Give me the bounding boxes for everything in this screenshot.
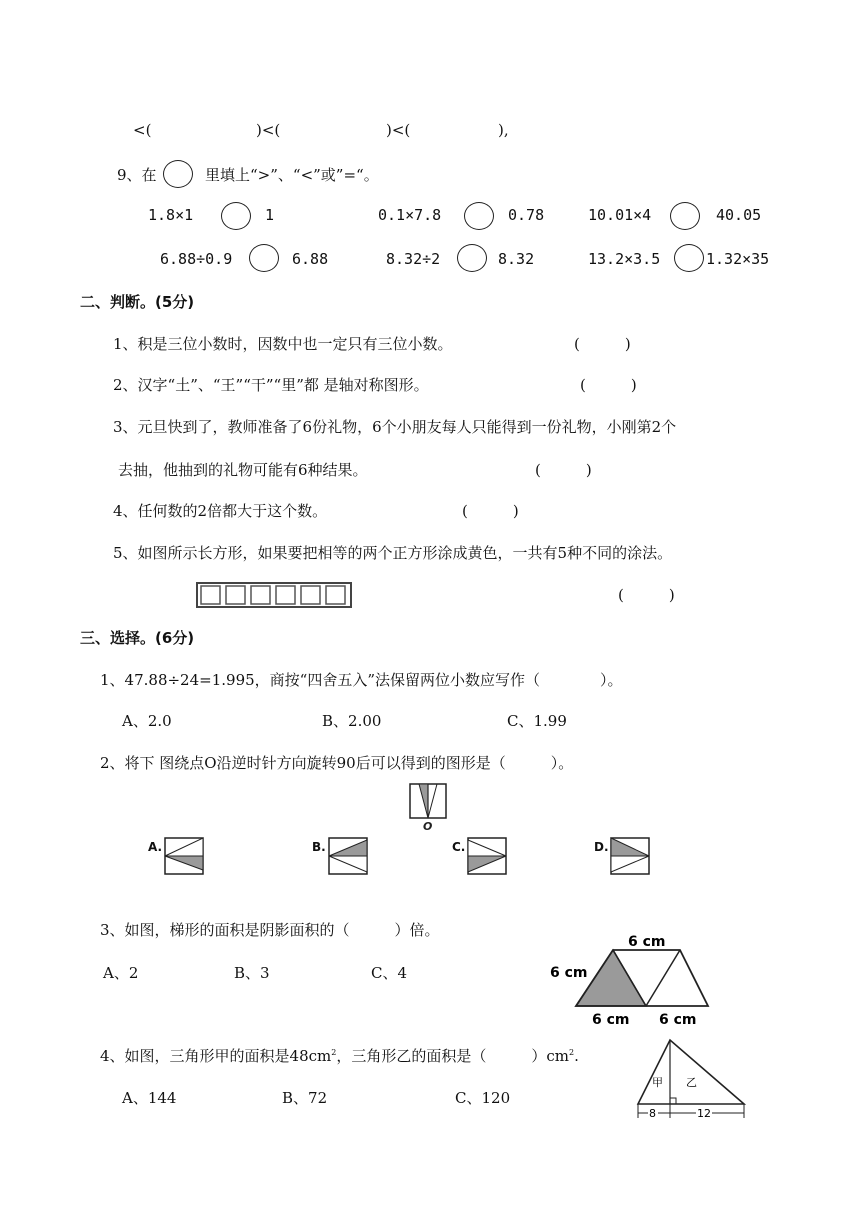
choice-q4-option-c[interactable]: C、120 [455,1089,511,1107]
choice-q4-option-b[interactable]: B、72 [282,1089,328,1107]
choice-q3-option-b[interactable]: B、3 [234,964,270,982]
choice-q4-option-a[interactable]: A、144 [122,1089,177,1107]
rotation-option-c-figure[interactable] [466,836,510,878]
choice-q2-text: 2、将下 图绕点O沿逆时针方向旋转90后可以得到的图形是（ ）。 [100,754,574,772]
trapezoid-bottom-left-label: 6 cm [592,1012,630,1028]
judge-paren-2[interactable]: ( ) [580,376,637,394]
q9-item-3-left: 10.01×4 [588,206,652,224]
choice-q1-option-a[interactable]: A、2.0 [122,712,172,730]
rotation-option-a-label[interactable]: A. [148,840,163,854]
judge-item-1: 1、积是三位小数时，因数中也一定只有三位小数。 [113,335,453,353]
q8-blank-2-open: )<( [256,121,281,139]
rotation-option-b-label[interactable]: B. [312,840,326,854]
section-2-heading: 二、判断。(5分) [80,293,195,311]
judge-paren-5[interactable]: ( ) [618,586,675,604]
choice-q3-option-c[interactable]: C、4 [371,964,408,982]
q8-blank-1-open: <( [133,121,152,139]
rotation-option-b-figure[interactable] [327,836,371,878]
compare-circle-4[interactable] [249,244,279,272]
q9-item-6-right: 1.32×35 [706,250,770,268]
q9-item-1-left: 1.8×1 [148,206,194,224]
judge-item-3-cont: 去抽，他抽到的礼物可能有6种结果。 [118,461,368,479]
q9-item-2-right: 0.78 [508,206,545,224]
q9-item-4-right: 6.88 [292,250,329,268]
choice-q3-option-a[interactable]: A、2 [103,964,139,982]
q8-blank-3-open: )<( [386,121,411,139]
rotation-option-d-label[interactable]: D. [594,840,609,854]
triangle-figure [630,1036,750,1122]
q9-item-4-left: 6.88÷0.9 [160,250,233,268]
trapezoid-top-label: 6 cm [628,934,666,950]
compare-circle-3[interactable] [670,202,700,230]
trapezoid-figure [548,932,718,1028]
choice-q1-option-c[interactable]: C、1.99 [507,712,567,730]
q9-item-5-left: 8.32÷2 [386,250,441,268]
rotation-option-d-figure[interactable] [609,836,653,878]
q9-item-2-left: 0.1×7.8 [378,206,442,224]
judge-item-4: 4、任何数的2倍都大于这个数。 [113,502,328,520]
point-o-label: O [423,820,433,832]
q9-title-b: 里填上“>”、“<”或”=“。 [205,166,379,184]
rotation-option-c-label[interactable]: C. [452,840,466,854]
compare-circle[interactable] [163,160,193,188]
q8-blank-close: ), [498,121,509,139]
choice-q3-text: 3、如图，梯形的面积是阴影面积的（ ）倍。 [100,921,440,939]
judge-item-5: 5、如图所示长方形，如果要把相等的两个正方形涂成黄色，一共有5种不同的涂法。 [113,544,673,562]
q9-item-6-left: 13.2×3.5 [588,250,661,268]
q9-item-1-right: 1 [265,206,275,224]
choice-q1-text: 1、47.88÷24=1.995，商按“四舍五入”法保留两位小数应写作（ ）。 [100,671,623,689]
section-3-heading: 三、选择。(6分) [80,629,195,647]
judge-paren-1[interactable]: ( ) [574,335,631,353]
left-base-label: 8 [649,1107,656,1120]
judge-paren-3[interactable]: ( ) [535,461,592,479]
jia-label: 甲 [652,1076,663,1089]
rotation-source-figure [405,782,451,832]
compare-circle-6[interactable] [674,244,704,272]
compare-circle-1[interactable] [221,202,251,230]
judge-item-3: 3、元旦快到了，教师准备了6份礼物，6个小朋友每人只能得到一份礼物，小刚第2个 [113,418,677,436]
q9-title-a: 9、在 [117,166,157,184]
judge-paren-4[interactable]: ( ) [462,502,519,520]
six-square-rectangle-figure [195,580,355,610]
q9-item-3-right: 40.05 [716,206,762,224]
choice-q4-text: 4、如图，三角形甲的面积是$48cm^2$，三角形乙的面积是（ ）$cm^2$. [100,1047,579,1065]
right-base-label: 12 [697,1107,711,1120]
trapezoid-bottom-right-label: 6 cm [659,1012,697,1028]
trapezoid-left-label: 6 cm [550,965,588,981]
choice-q1-option-b[interactable]: B、2.00 [322,712,382,730]
rotation-option-a-figure[interactable] [163,836,207,878]
compare-circle-2[interactable] [464,202,494,230]
compare-circle-5[interactable] [457,244,487,272]
yi-label: 乙 [686,1076,697,1089]
judge-item-2: 2、汉字“土”、“王”“干”“里”都 是轴对称图形。 [113,376,429,394]
q9-item-5-right: 8.32 [498,250,535,268]
